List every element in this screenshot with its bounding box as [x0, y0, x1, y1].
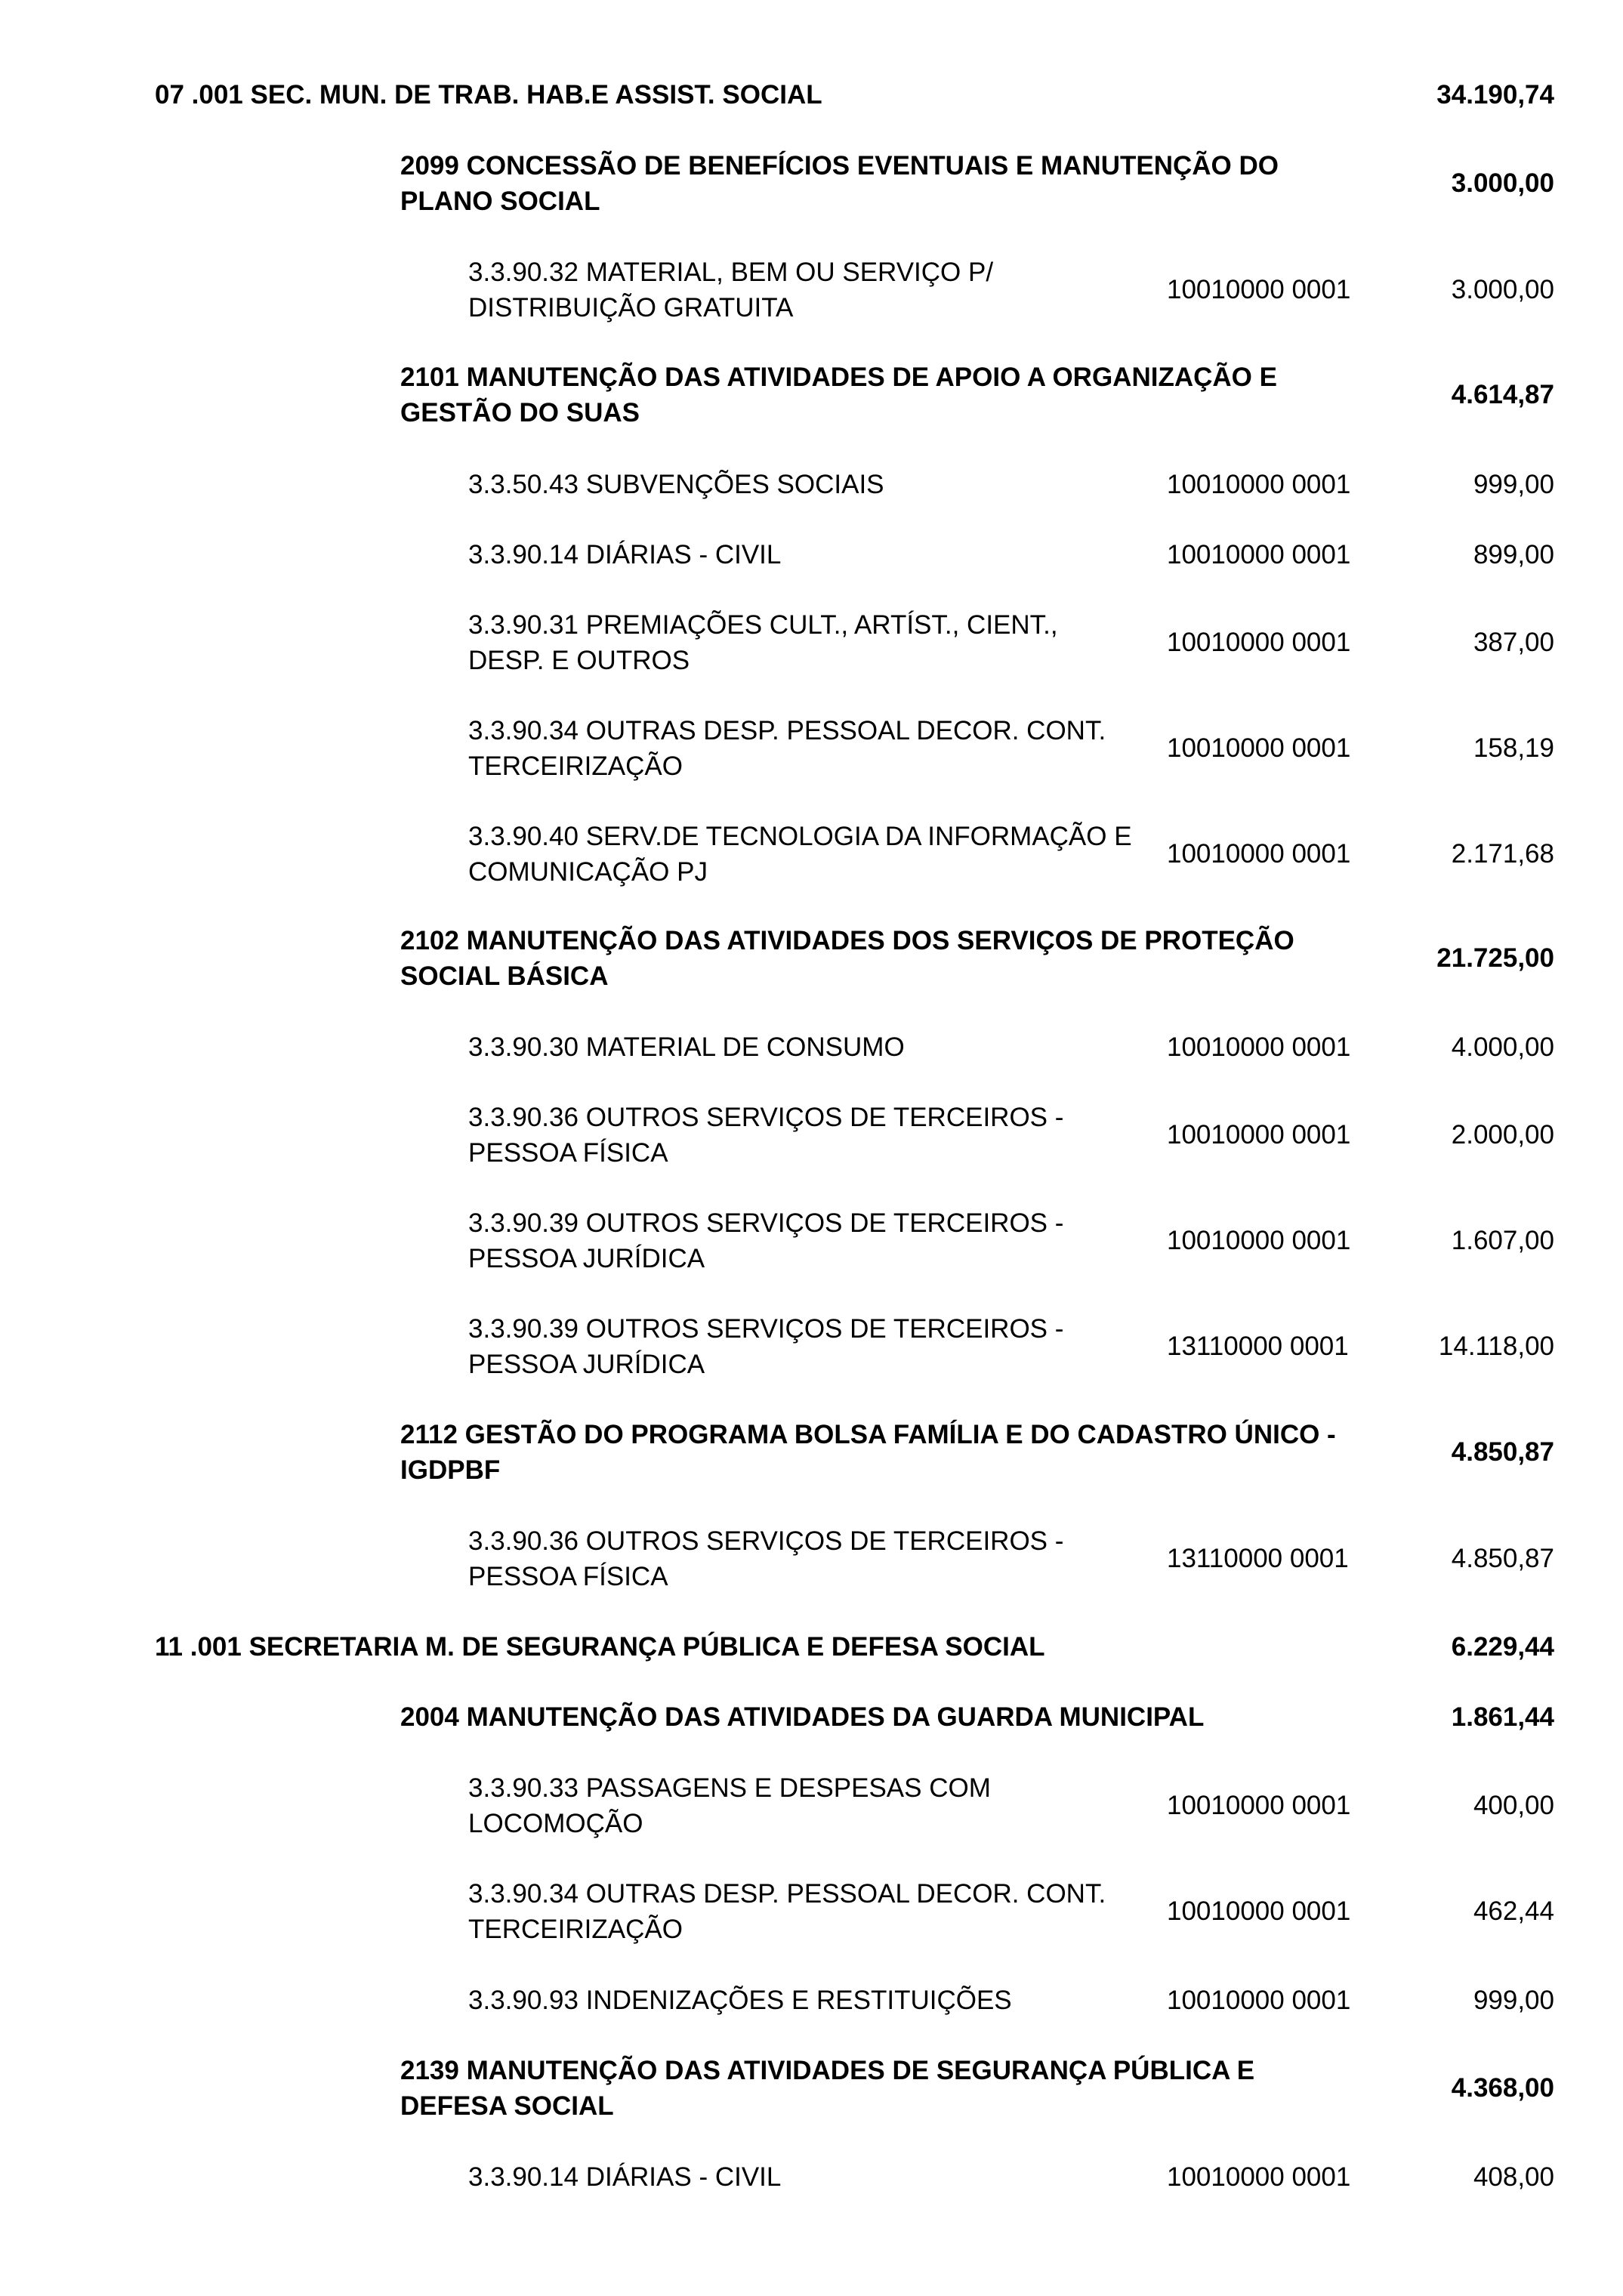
expense-value: 387,00 — [1473, 628, 1554, 657]
expense-element: 3.3.90.30 MATERIAL DE CONSUMO — [468, 1032, 905, 1062]
expense-value: 4.000,00 — [1451, 1032, 1554, 1062]
expense-element: 3.3.50.43 SUBVENÇÕES SOCIAIS — [468, 470, 884, 499]
expense-fonte: 13110000 0001 — [1167, 1544, 1349, 1573]
expense-fonte: 10010000 0001 — [1167, 470, 1351, 499]
expense-fonte: 10010000 0001 — [1167, 1791, 1351, 1820]
expense-fonte: 10010000 0001 — [1167, 1032, 1351, 1062]
action-label: 2102 MANUTENÇÃO DAS ATIVIDADES DOS SERVIÇOS DE PROTEÇÃO SOCIAL BÁSICA — [400, 926, 1294, 991]
expense-element: 3.3.90.31 PREMIAÇÕES CULT., ARTÍST., CIENT., DESP. E OUTROS — [468, 610, 1058, 675]
action-label: 2004 MANUTENÇÃO DAS ATIVIDADES DA GUARDA MUNICIPAL — [400, 1702, 1205, 1732]
expense-fonte: 10010000 0001 — [1167, 1226, 1351, 1255]
expense-value: 14.118,00 — [1438, 1332, 1554, 1361]
expense-value: 1.607,00 — [1451, 1226, 1554, 1255]
action-total: 21.725,00 — [1436, 943, 1554, 973]
expense-element: 3.3.90.14 DIÁRIAS - CIVIL — [468, 2162, 782, 2192]
action-total: 4.614,87 — [1451, 380, 1554, 409]
expense-value: 158,19 — [1473, 733, 1554, 763]
expense-fonte: 10010000 0001 — [1167, 1120, 1351, 1150]
unit-total: 6.229,44 — [1451, 1632, 1554, 1662]
expense-fonte: 13110000 0001 — [1167, 1332, 1349, 1361]
expense-value: 899,00 — [1473, 540, 1554, 569]
expense-fonte: 10010000 0001 — [1167, 275, 1351, 304]
expense-element: 3.3.90.39 OUTROS SERVIÇOS DE TERCEIROS - PESSOA JURÍDICA — [468, 1208, 1064, 1273]
expense-element: 3.3.90.36 OUTROS SERVIÇOS DE TERCEIROS - PESSOA FÍSICA — [468, 1526, 1064, 1591]
action-total: 4.368,00 — [1451, 2073, 1554, 2103]
expense-element: 3.3.90.39 OUTROS SERVIÇOS DE TERCEIROS - PESSOA JURÍDICA — [468, 1314, 1064, 1379]
expense-element: 3.3.90.36 OUTROS SERVIÇOS DE TERCEIROS - PESSOA FÍSICA — [468, 1103, 1064, 1168]
expense-element: 3.3.90.34 OUTRAS DESP. PESSOAL DECOR. CONT. TERCEIRIZAÇÃO — [468, 1879, 1106, 1944]
expense-value: 2.171,68 — [1451, 839, 1554, 869]
expense-value: 400,00 — [1473, 1791, 1554, 1820]
expense-element: 3.3.90.32 MATERIAL, BEM OU SERVIÇO P/ DISTRIBUIÇÃO GRATUITA — [468, 258, 994, 322]
expense-value: 4.850,87 — [1451, 1544, 1554, 1573]
expense-fonte: 10010000 0001 — [1167, 839, 1351, 869]
action-label: 2139 MANUTENÇÃO DAS ATIVIDADES DE SEGURANÇA PÚBLICA E DEFESA SOCIAL — [400, 2056, 1255, 2121]
action-label: 2112 GESTÃO DO PROGRAMA BOLSA FAMÍLIA E DO CADASTRO ÚNICO - IGDPBF — [400, 1420, 1336, 1485]
expense-value: 3.000,00 — [1451, 275, 1554, 304]
expense-element: 3.3.90.33 PASSAGENS E DESPESAS COM LOCOMOÇÃO — [468, 1773, 991, 1838]
expense-value: 2.000,00 — [1451, 1120, 1554, 1150]
action-label: 2099 CONCESSÃO DE BENEFÍCIOS EVENTUAIS E MANUTENÇÃO DO PLANO SOCIAL — [400, 151, 1279, 216]
unit-label: 07 .001 SEC. MUN. DE TRAB. HAB.E ASSIST. SOCIAL — [155, 80, 822, 110]
action-total: 3.000,00 — [1451, 168, 1554, 198]
action-total: 1.861,44 — [1451, 1702, 1554, 1732]
expense-value: 462,44 — [1473, 1896, 1554, 1926]
action-total: 4.850,87 — [1451, 1437, 1554, 1467]
expense-fonte: 10010000 0001 — [1167, 628, 1351, 657]
expense-element: 3.3.90.93 INDENIZAÇÕES E RESTITUIÇÕES — [468, 1986, 1012, 2015]
expense-fonte: 10010000 0001 — [1167, 2162, 1351, 2192]
unit-total: 34.190,74 — [1436, 80, 1554, 110]
expense-value: 999,00 — [1473, 470, 1554, 499]
action-label: 2101 MANUTENÇÃO DAS ATIVIDADES DE APOIO A ORGANIZAÇÃO E GESTÃO DO SUAS — [400, 363, 1277, 427]
expense-fonte: 10010000 0001 — [1167, 733, 1351, 763]
expense-fonte: 10010000 0001 — [1167, 1986, 1351, 2015]
expense-element: 3.3.90.34 OUTRAS DESP. PESSOAL DECOR. CONT. TERCEIRIZAÇÃO — [468, 716, 1106, 781]
expense-value: 999,00 — [1473, 1986, 1554, 2015]
expense-element: 3.3.90.14 DIÁRIAS - CIVIL — [468, 540, 782, 569]
expense-element: 3.3.90.40 SERV.DE TECNOLOGIA DA INFORMAÇÃO E COMUNICAÇÃO PJ — [468, 822, 1132, 887]
expense-fonte: 10010000 0001 — [1167, 540, 1351, 569]
expense-fonte: 10010000 0001 — [1167, 1896, 1351, 1926]
expense-value: 408,00 — [1473, 2162, 1554, 2192]
unit-label: 11 .001 SECRETARIA M. DE SEGURANÇA PÚBLICA E DEFESA SOCIAL — [155, 1632, 1045, 1662]
